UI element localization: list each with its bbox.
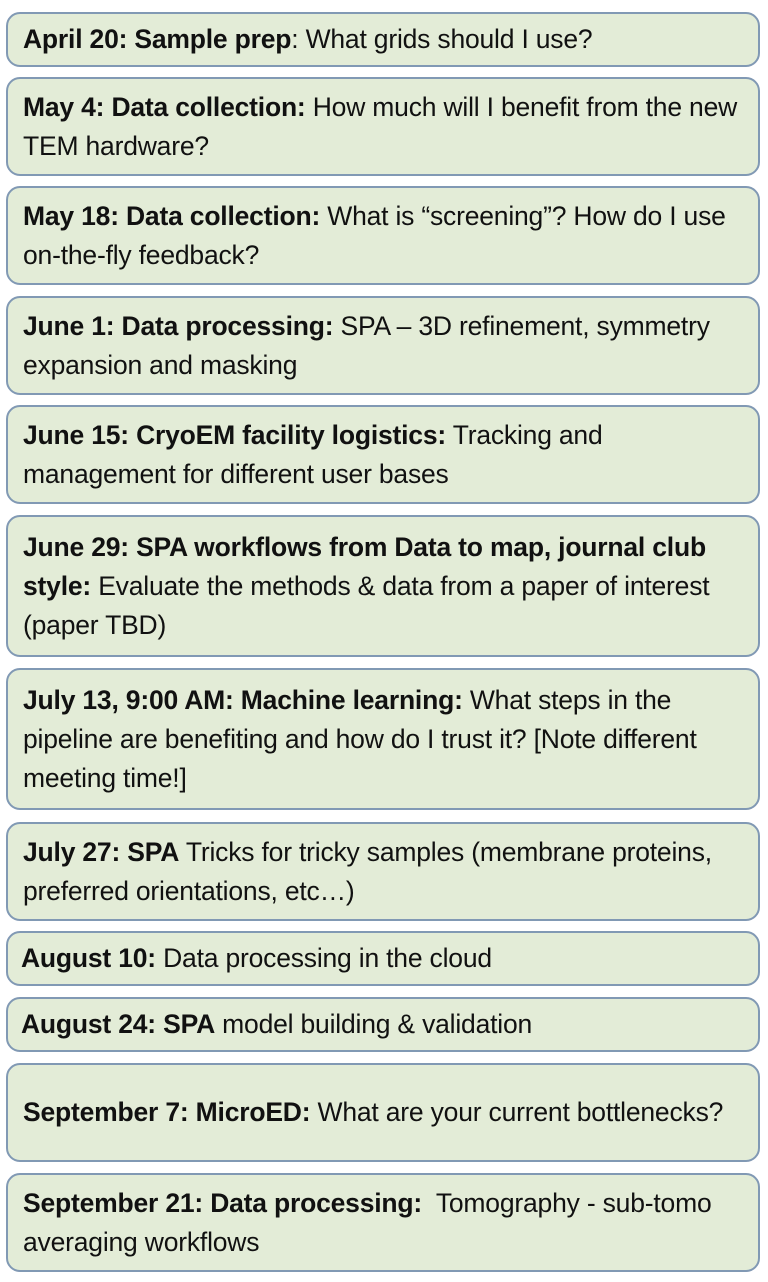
session-date-topic: May 4: Data collection: <box>23 91 306 122</box>
session-description: Tricks for tricky samples (membrane proteins, preferred orientations, etc…) <box>23 836 712 906</box>
session-text <box>23 197 746 275</box>
session-text <box>23 20 592 59</box>
session-august-24 <box>6 997 760 1052</box>
session-september-21 <box>6 1173 760 1272</box>
session-july-27 <box>6 822 760 921</box>
session-text <box>23 528 746 645</box>
session-date-topic: July 13, 9:00 AM: Machine learning: <box>23 684 463 715</box>
session-description: : What grids should I use? <box>291 24 593 54</box>
session-date-topic: September 21: Data processing: <box>23 1187 422 1218</box>
session-text <box>23 681 746 798</box>
session-june-1 <box>6 296 760 395</box>
session-date-topic: September 7: MicroED: <box>23 1097 311 1127</box>
session-description: Tomography - sub-tomo averaging workflows <box>23 1187 719 1257</box>
session-text <box>23 1184 746 1262</box>
session-date-topic: August 24: SPA <box>21 1009 216 1039</box>
session-description: SPA – 3D refinement, symmetry expansion and masking <box>23 310 710 380</box>
session-text <box>21 939 492 978</box>
session-may-4 <box>6 77 760 176</box>
session-text <box>23 1093 723 1132</box>
session-text <box>23 88 746 166</box>
session-august-10 <box>6 931 760 986</box>
session-july-13 <box>6 668 760 810</box>
session-date-topic: June 1: Data processing: <box>23 310 334 341</box>
session-description: What is “screening”? How do I use on-the-fly feedback? <box>23 200 726 270</box>
session-april-20 <box>6 12 760 67</box>
session-description: What steps in the pipeline are benefiting and how do I trust it? [Note different meeting time!] <box>23 684 697 793</box>
session-may-18 <box>6 186 760 285</box>
session-text <box>23 833 746 911</box>
session-description: Evaluate the methods & data from a paper of interest (paper TBD) <box>23 570 710 640</box>
session-june-29 <box>6 515 760 657</box>
session-text <box>23 416 746 494</box>
session-text <box>21 1005 532 1044</box>
session-date-topic: May 18: Data collection: <box>23 200 321 231</box>
session-description: Tracking and management for different user bases <box>23 419 603 489</box>
session-date-topic: June 15: CryoEM facility logistics: <box>23 419 447 450</box>
session-date-topic: June 29: SPA workflows from Data to map, journal club style: <box>23 531 706 601</box>
session-description: What are your current bottlenecks? <box>310 1097 724 1127</box>
session-description: Data processing in the cloud <box>155 943 492 973</box>
session-september-7 <box>6 1063 760 1162</box>
session-date-topic: April 20: Sample prep <box>23 24 292 54</box>
session-june-15 <box>6 405 760 504</box>
session-description: model building & validation <box>215 1009 533 1039</box>
session-description: How much will I benefit from the new TEM hardware? <box>23 91 738 161</box>
session-text <box>23 307 746 385</box>
session-date-topic: July 27: SPA <box>23 836 180 867</box>
session-date-topic: August 10: <box>21 943 156 973</box>
